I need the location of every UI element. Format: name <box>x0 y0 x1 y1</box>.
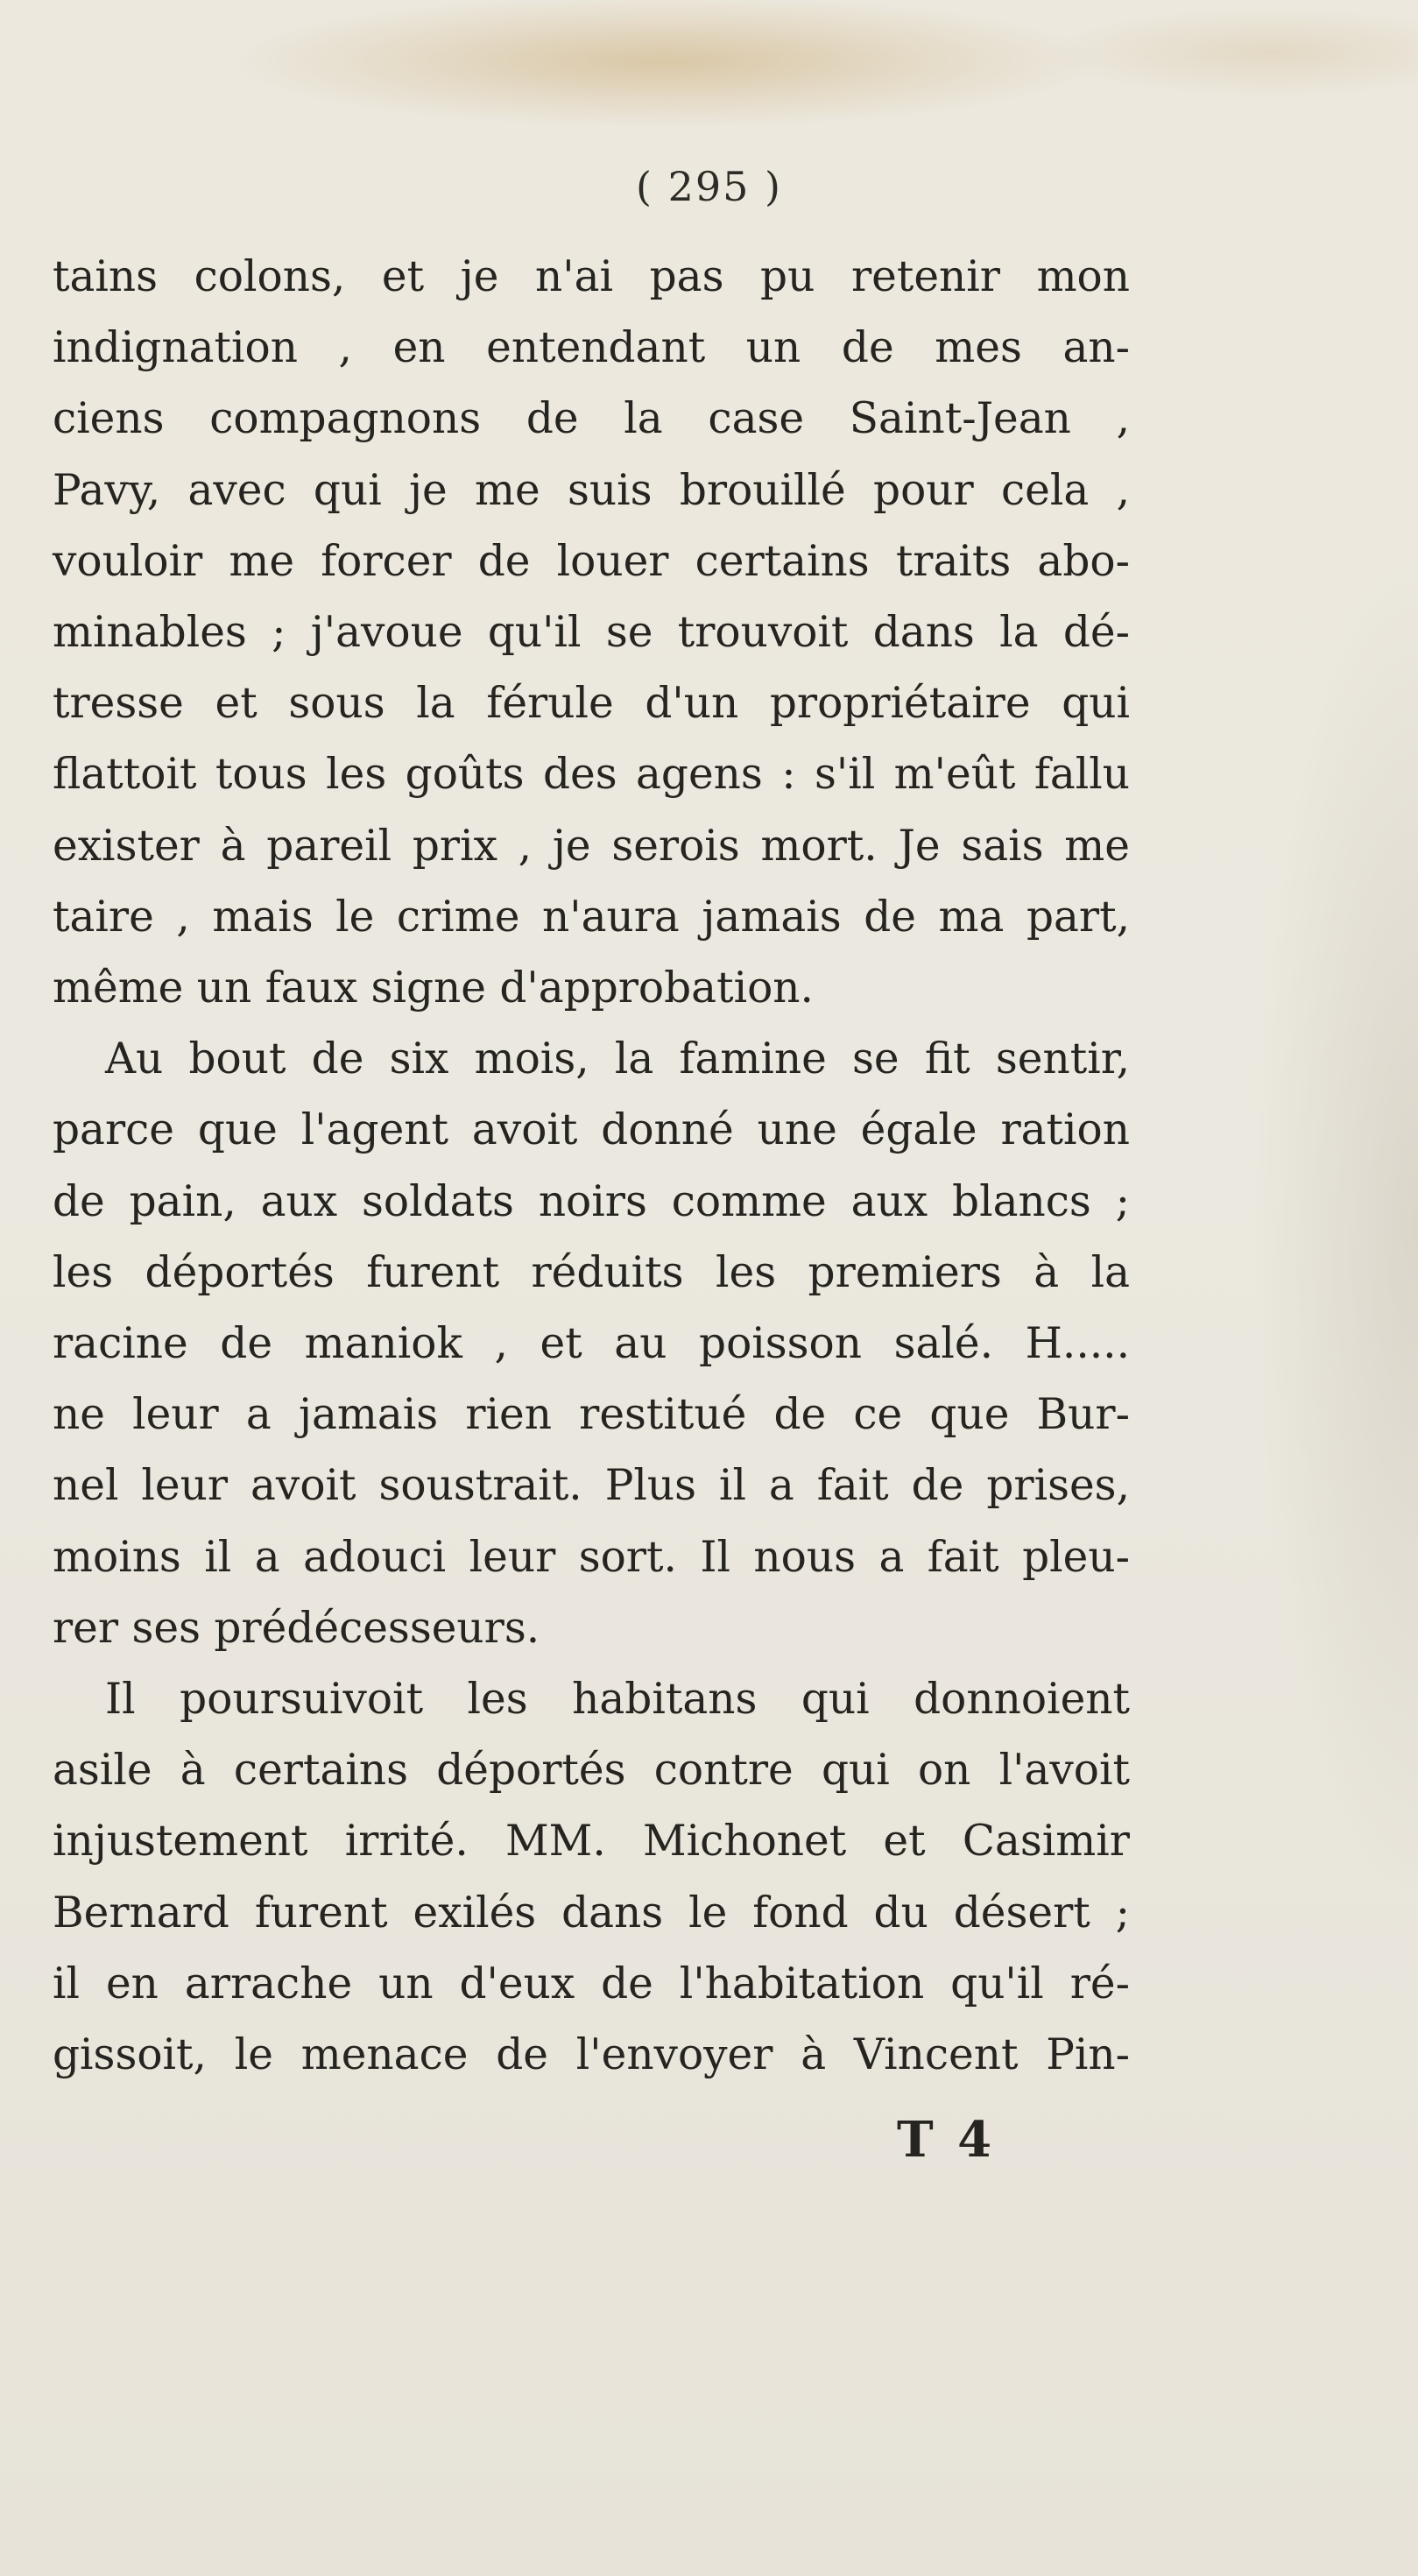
text-line: taire , mais le crime n'aura jamais de ma part, <box>53 892 1130 942</box>
text-line: injustement irrité. MM. Michonet et Casimir <box>53 1817 1130 1867</box>
text-line: gissoit, le menace de l'envoyer à Vincent Pin- <box>53 2030 1130 2080</box>
signature-mark: T 4 <box>897 2111 996 2169</box>
text-line: minables ; j'avoue qu'il se trouvoit dans la dé- <box>53 608 1130 658</box>
text-line: nel leur avoit soustrait. Plus il a fait de prises, <box>53 1461 1130 1511</box>
text-line: flattoit tous les goûts des agens : s'il m'eût fallu <box>53 750 1130 800</box>
text-line: ne leur a jamais rien restitué de ce que Bur- <box>53 1390 1130 1440</box>
text-line: Il poursuivoit les habitans qui donnoient <box>105 1675 1130 1725</box>
text-line: vouloir me forcer de louer certains traits abo- <box>53 536 1130 586</box>
paragraph <box>53 1664 1130 2091</box>
text-line: indignation , en entendant un de mes an- <box>53 323 1130 373</box>
text-line: Au bout de six mois, la famine se fit sentir, <box>105 1034 1130 1084</box>
text-line: tains colons, et je n'ai pas pu retenir mon <box>53 252 1130 301</box>
paragraph <box>53 242 1130 1024</box>
paragraph <box>53 1024 1130 1664</box>
text-line: Bernard furent exilés dans le fond du désert ; <box>53 1888 1130 1937</box>
page-number-header: ( 295 ) <box>636 163 782 210</box>
text-line: Pavy, avec qui je me suis brouillé pour cela , <box>53 465 1130 515</box>
text-line: parce que l'agent avoit donné une égale ration <box>53 1105 1130 1155</box>
text-line: racine de maniok , et au poisson salé. H..... <box>53 1319 1130 1369</box>
text-line: tresse et sous la férule d'un propriétaire qui <box>53 679 1130 729</box>
text-line: même un faux signe d'approbation. <box>53 963 814 1013</box>
body-text <box>53 242 1130 2091</box>
text-line: de pain, aux soldats noirs comme aux blancs ; <box>53 1176 1130 1226</box>
text-line: moins il a adouci leur sort. Il nous a fait pleu- <box>53 1532 1130 1582</box>
text-line: exister à pareil prix , je serois mort. Je sais me <box>53 821 1130 871</box>
text-line: il en arrache un d'eux de l'habitation qu'il ré- <box>53 1958 1130 2008</box>
text-line: les déportés furent réduits les premiers à la <box>53 1247 1130 1297</box>
text-line: ciens compagnons de la case Saint-Jean , <box>53 394 1130 444</box>
text-line: rer ses prédécesseurs. <box>53 1603 540 1653</box>
text-line: asile à certains déportés contre qui on l'avoit <box>53 1746 1130 1796</box>
